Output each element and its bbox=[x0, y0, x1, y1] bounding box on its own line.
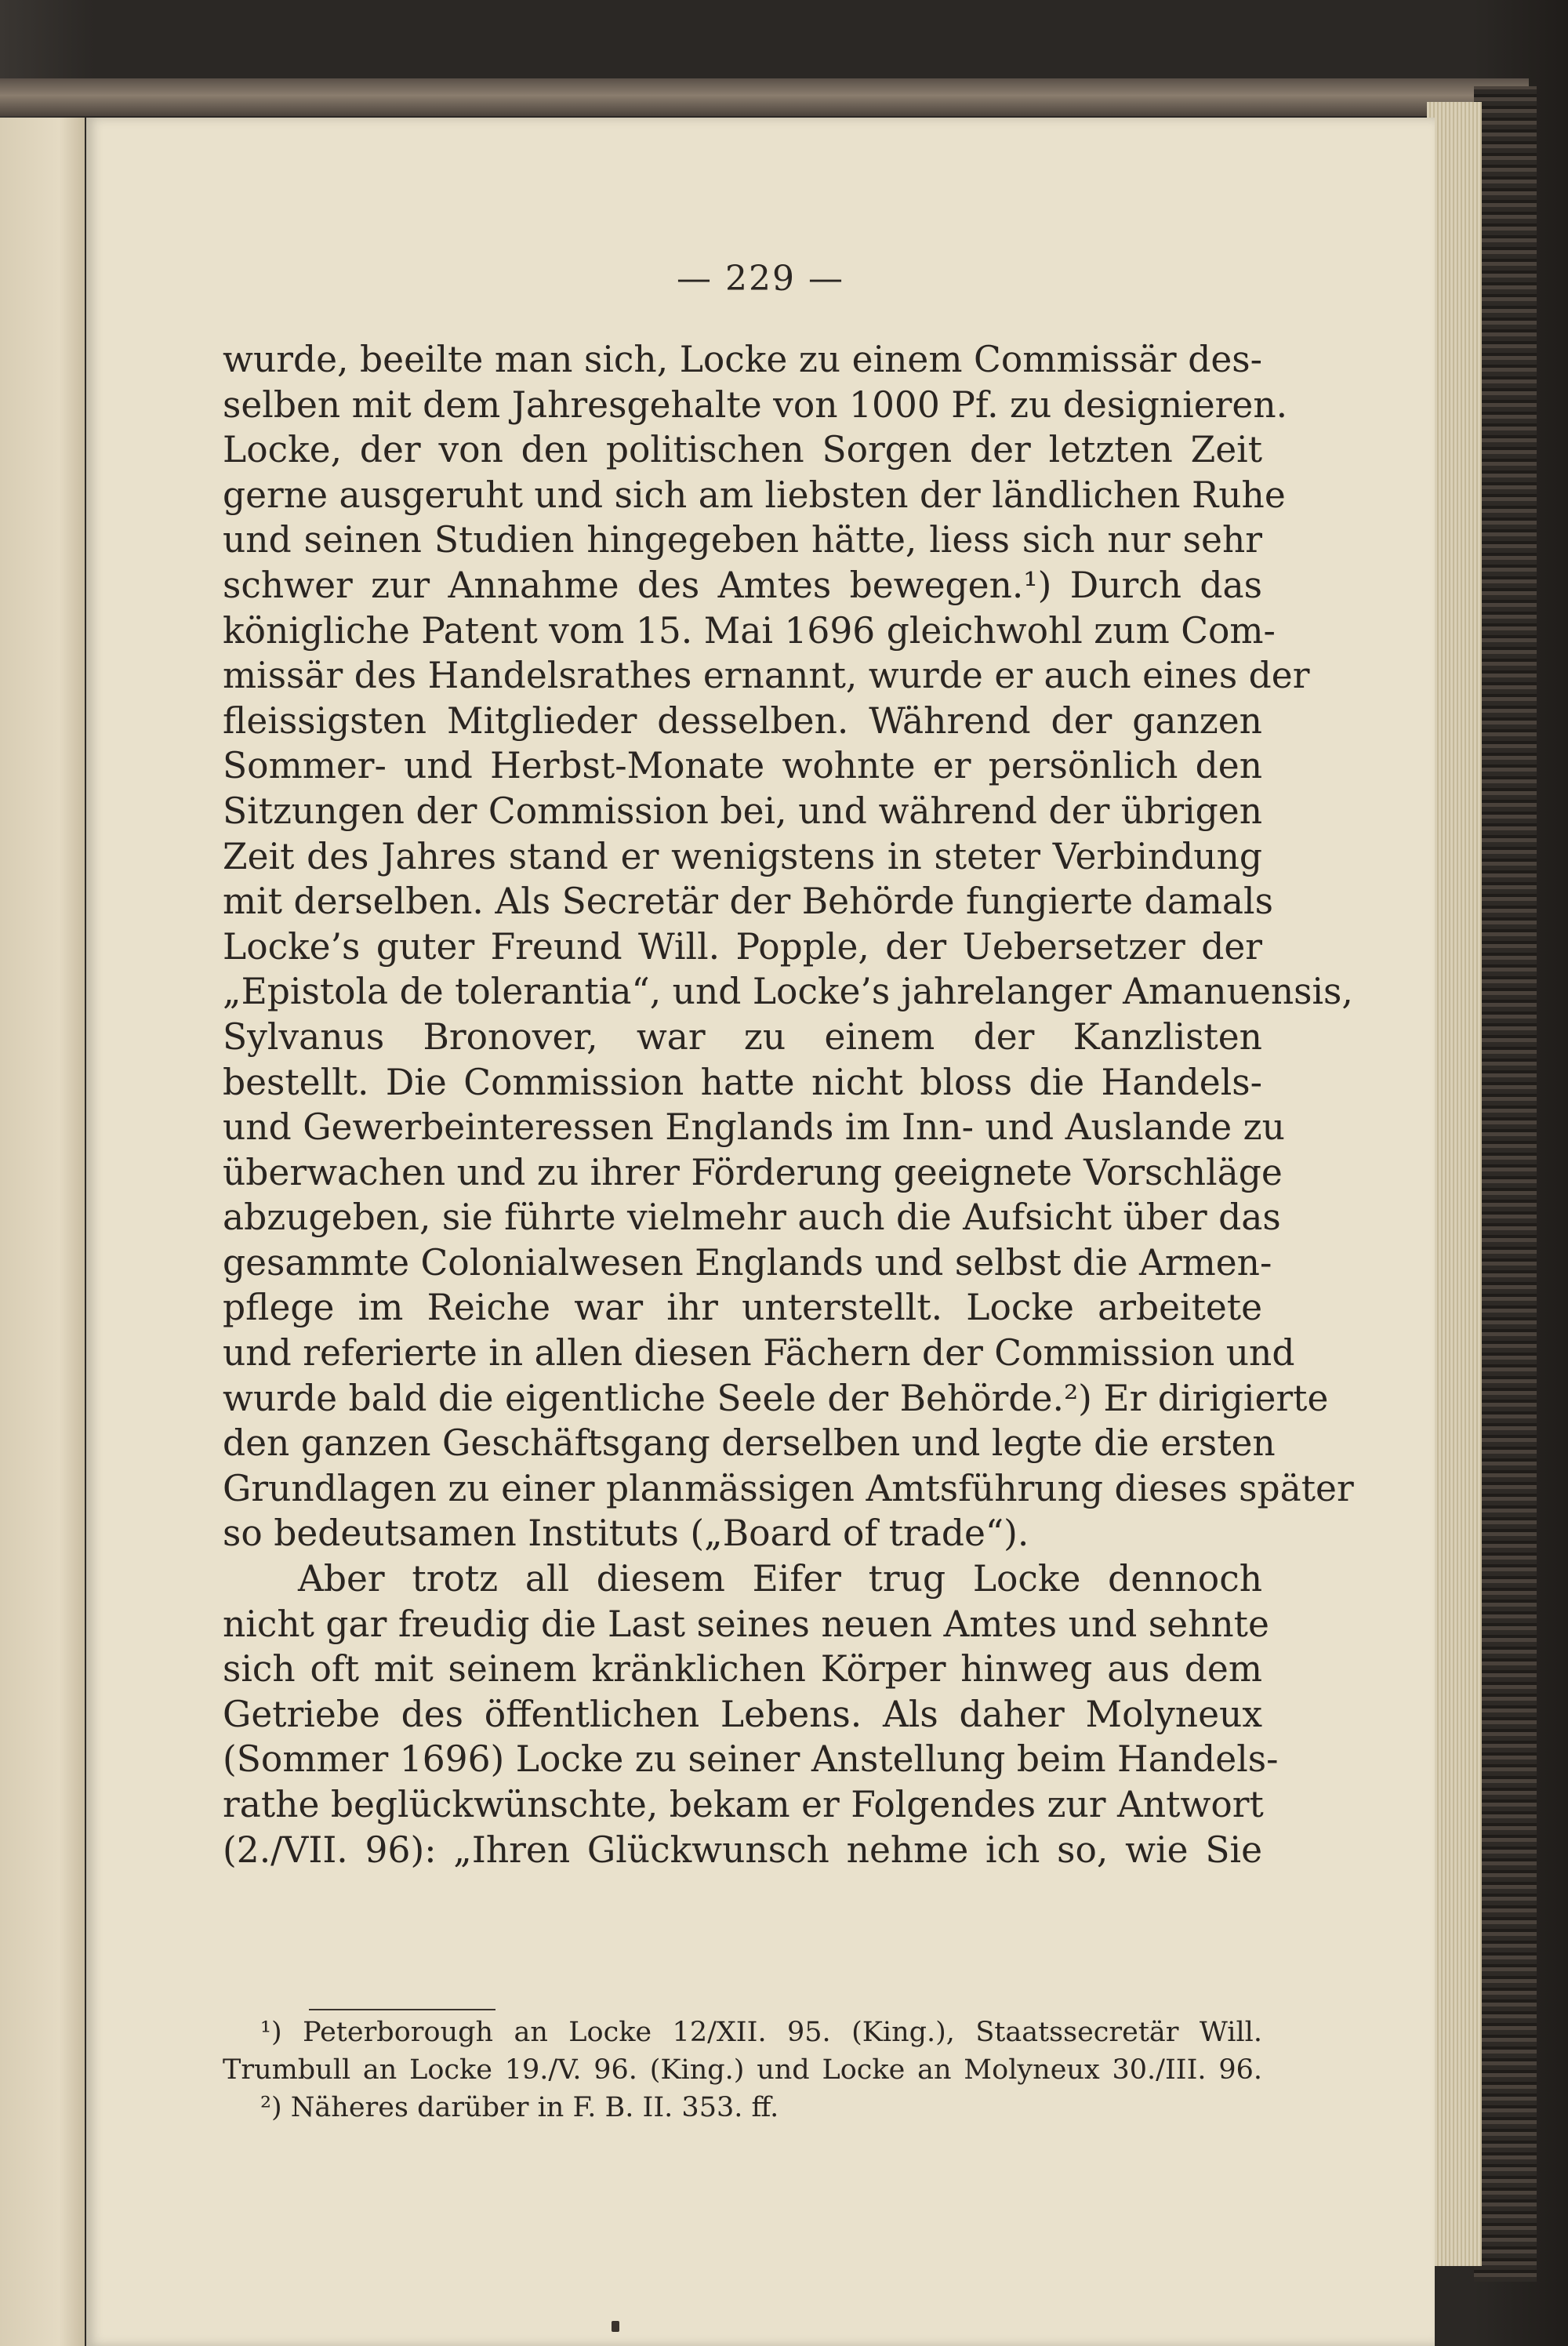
text-line: Aber trotz all diesem Eifer trug Locke dennoch bbox=[298, 1558, 1262, 1600]
text-line: „Epistola de tolerantia“, und Locke’s jahrelanger Amanuensis, bbox=[223, 971, 1353, 1013]
text-line: fleissigsten Mitglieder desselben. Während der ganzen bbox=[223, 699, 1262, 742]
page-number: — 229 — bbox=[677, 259, 844, 299]
text-line: Sylvanus Bronover, war zu einem der Kanzlisten bbox=[223, 1015, 1262, 1058]
text-line: und seinen Studien hingegeben hätte, liess sich nur sehr bbox=[223, 519, 1262, 561]
scan-mark bbox=[612, 2321, 619, 2332]
text-line: sich oft mit seinem kränklichen Körper hinweg aus dem bbox=[223, 1648, 1262, 1690]
text-line: Locke, der von den politischen Sorgen der letzten Zeit bbox=[223, 429, 1262, 471]
text-line: schwer zur Annahme des Amtes bewegen.¹) Durch das bbox=[223, 564, 1262, 606]
text-line: Sitzungen der Commission bei, und während der übrigen bbox=[223, 790, 1262, 832]
body-text bbox=[223, 337, 1354, 1872]
text-line: Locke’s guter Freund Will. Popple, der Uebersetzer der bbox=[223, 925, 1262, 968]
left-page-edge bbox=[0, 118, 85, 2346]
footnote-1: ¹) Peterborough an Locke 12/XII. 95. (King.), Staatssecretär Will. bbox=[260, 2017, 1262, 2048]
text-line: gerne ausgeruht und sich am liebsten der ländlichen Ruhe bbox=[223, 474, 1286, 516]
text-line: und Gewerbeinteressen Englands im Inn- und Auslande zu bbox=[223, 1106, 1285, 1149]
text-line: mit derselben. Als Secretär der Behörde fungierte damals bbox=[223, 881, 1273, 923]
text-line: so bedeutsamen Instituts („Board of trade“). bbox=[223, 1513, 1029, 1555]
text-line: (2./VII. 96): „Ihren Glückwunsch nehme ich so, wie Sie bbox=[223, 1828, 1262, 1871]
footnote-2: ²) Näheres darüber in F. B. II. 353. ff. bbox=[260, 2092, 779, 2123]
book-binding-edge bbox=[1474, 86, 1537, 2282]
book-page bbox=[86, 118, 1435, 2346]
text-line: den ganzen Geschäftsgang derselben und legte die ersten bbox=[223, 1422, 1276, 1465]
text-line: Grundlagen zu einer planmässigen Amtsführung dieses später bbox=[223, 1467, 1354, 1509]
text-line: Sommer- und Herbst-Monate wohnte er persönlich den bbox=[223, 745, 1262, 787]
book-spine-band bbox=[0, 78, 1529, 116]
text-line: nicht gar freudig die Last seines neuen Amtes und sehnte bbox=[223, 1603, 1269, 1645]
text-line: rathe beglückwünschte, bekam er Folgendes zur Antwort bbox=[223, 1784, 1264, 1825]
text-line: Getriebe des öffentlichen Lebens. Als daher Molyneux bbox=[223, 1693, 1262, 1735]
text-line: bestellt. Die Commission hatte nicht bloss die Handels- bbox=[223, 1061, 1262, 1103]
text-line: gesammte Colonialwesen Englands und selbst die Armen- bbox=[223, 1241, 1272, 1284]
text-line: königliche Patent vom 15. Mai 1696 gleichwohl zum Com- bbox=[223, 609, 1276, 652]
footnote-rule bbox=[309, 2009, 495, 2010]
text-line: abzugeben, sie führte vielmehr auch die Aufsicht über das bbox=[223, 1197, 1281, 1239]
page-stack-edge bbox=[1427, 102, 1482, 2266]
text-line: wurde bald die eigentliche Seele der Behörde.²) Er dirigierte bbox=[223, 1377, 1329, 1419]
footnotes bbox=[223, 2014, 1262, 2126]
footnote-1-continued: Trumbull an Locke 19./V. 96. (King.) und Locke an Molyneux 30./III. 96. bbox=[223, 2054, 1262, 2086]
text-line: missär des Handelsrathes ernannt, wurde er auch eines der bbox=[223, 655, 1310, 697]
text-line: pflege im Reiche war ihr unterstellt. Locke arbeitete bbox=[223, 1287, 1262, 1329]
text-line: Zeit des Jahres stand er wenigstens in steter Verbindung bbox=[223, 835, 1262, 877]
text-line: selben mit dem Jahresgehalte von 1000 Pf. zu designieren. bbox=[223, 383, 1288, 426]
text-line: und referierte in allen diesen Fächern der Commission und bbox=[223, 1332, 1295, 1375]
text-line: überwachen und zu ihrer Förderung geeignete Vorschläge bbox=[223, 1151, 1283, 1193]
text-line: wurde, beeilte man sich, Locke zu einem Commissär des- bbox=[223, 339, 1262, 380]
text-line: (Sommer 1696) Locke zu seiner Anstellung beim Handels- bbox=[223, 1738, 1279, 1781]
